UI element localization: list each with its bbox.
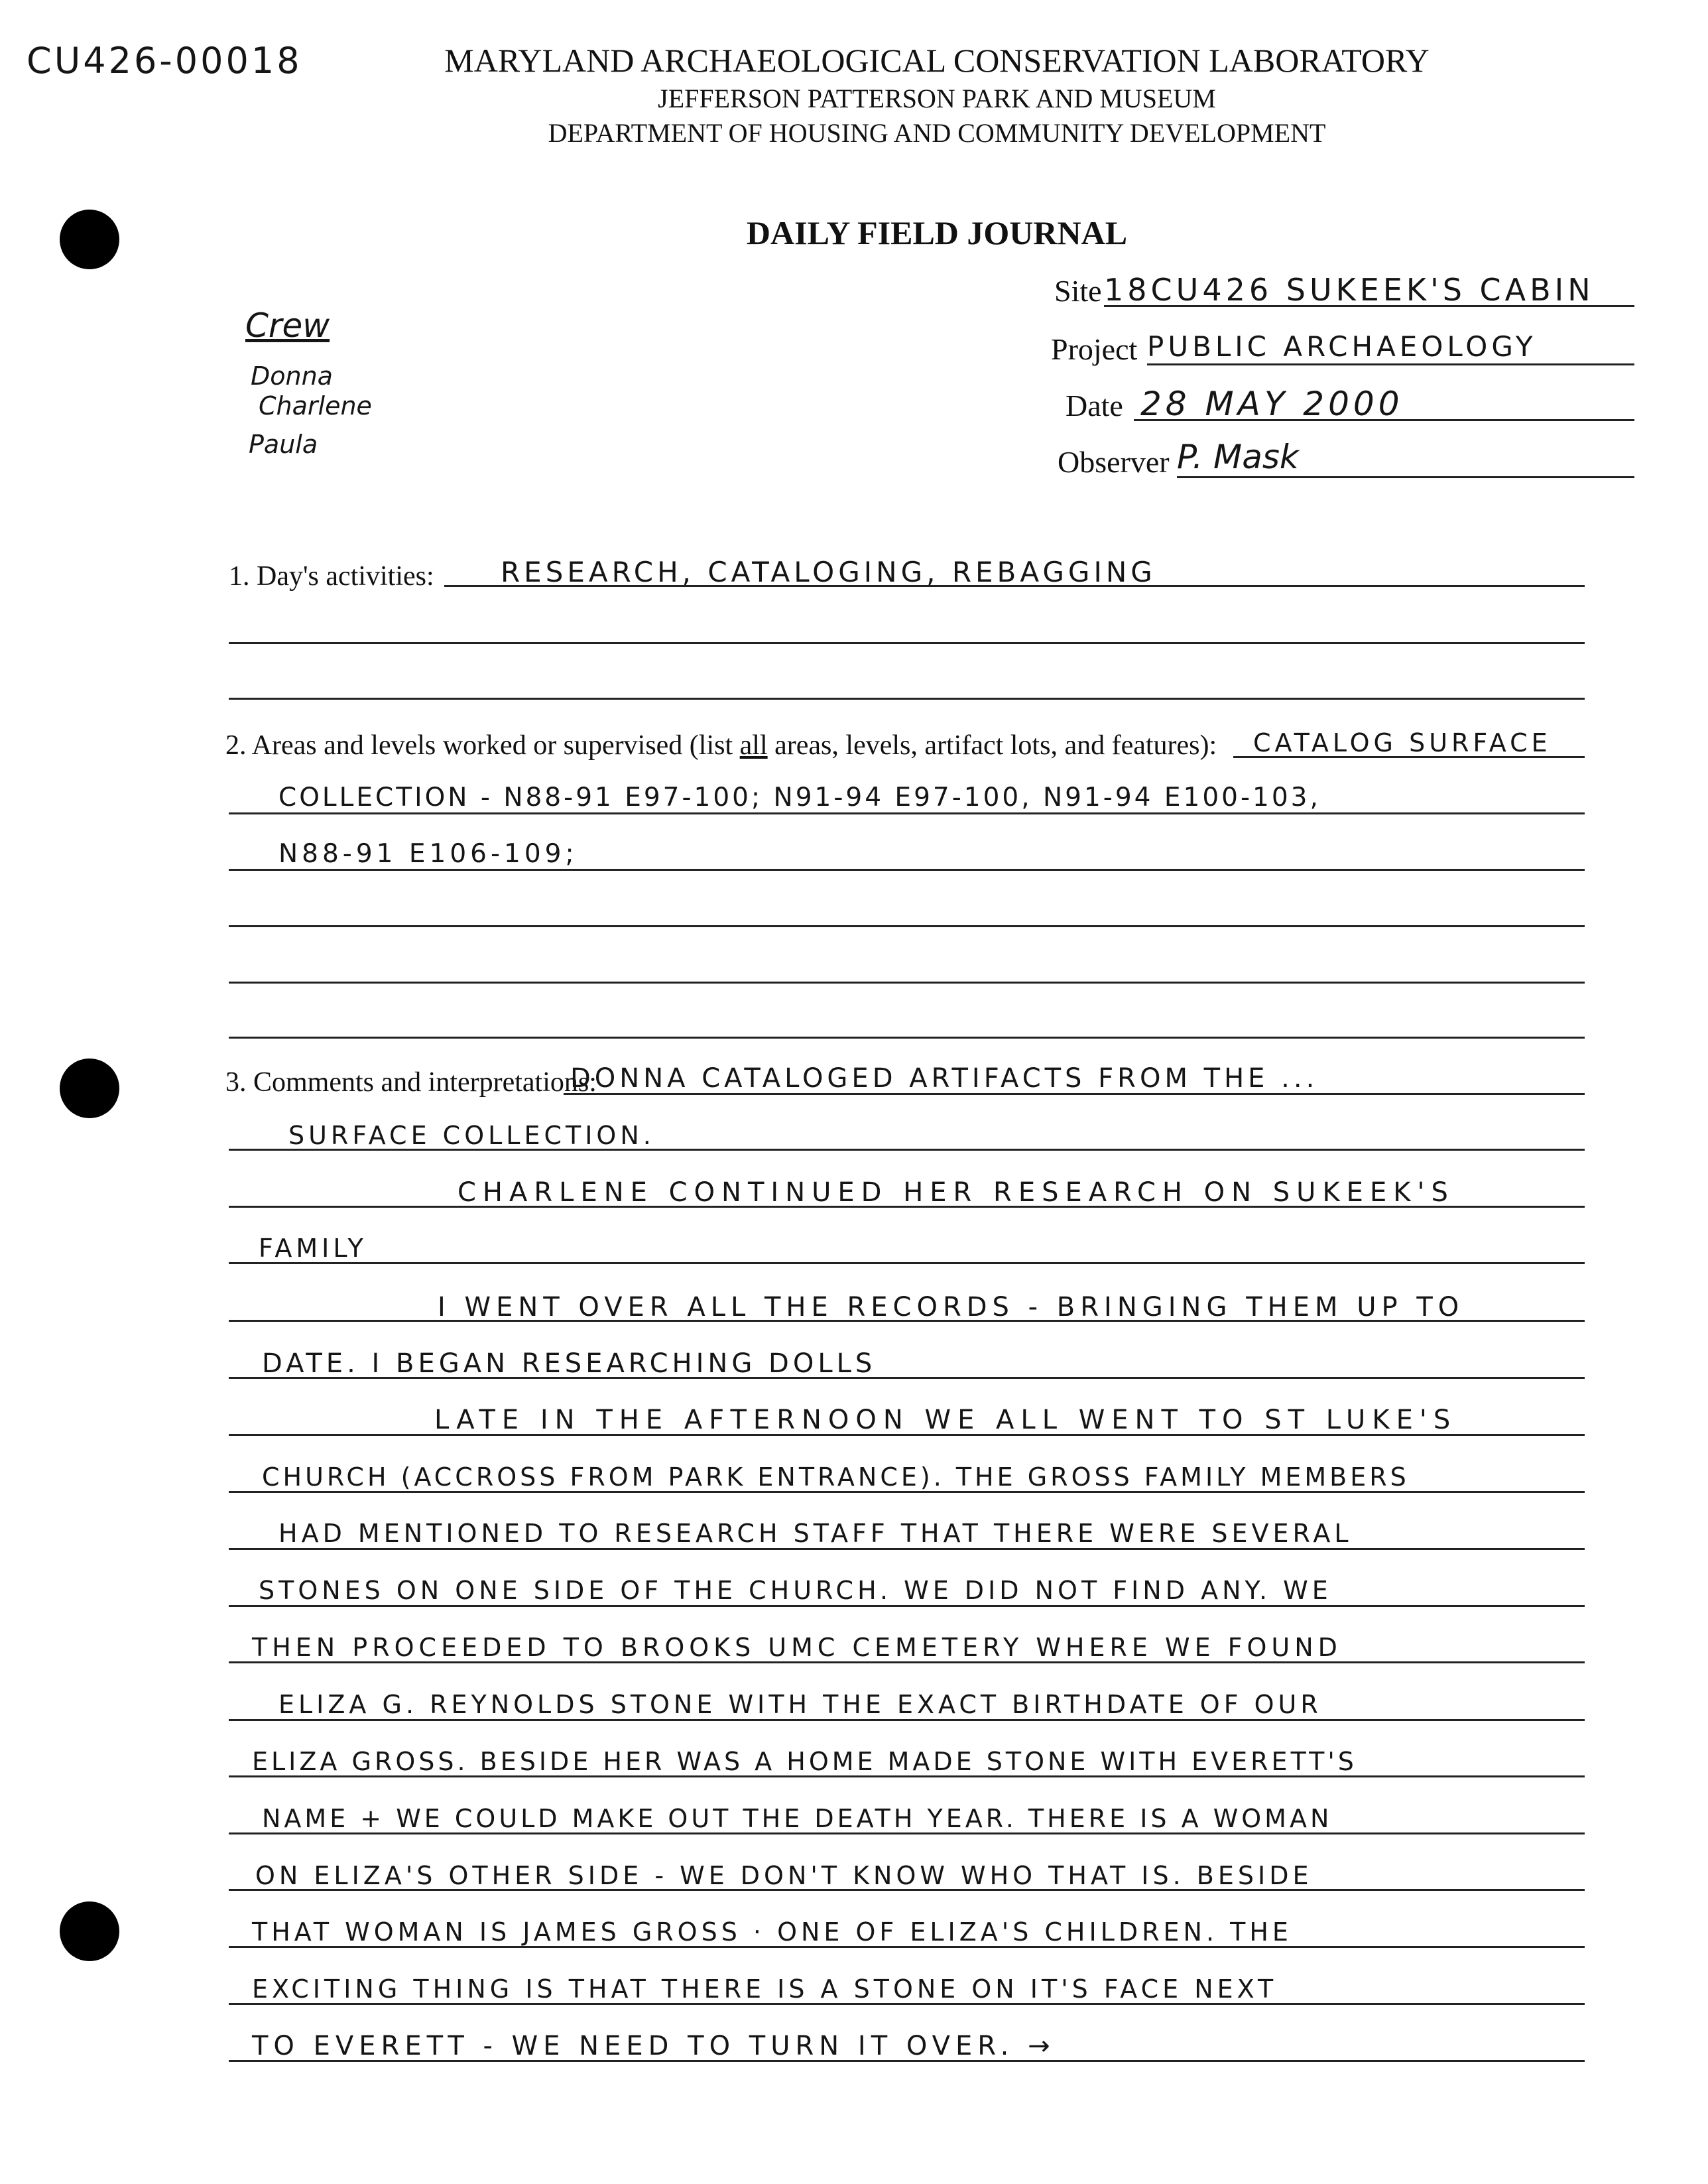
punch-hole-bottom bbox=[60, 1901, 119, 1961]
comment-rule bbox=[229, 1832, 1585, 1834]
site-underline bbox=[1104, 305, 1634, 307]
comment-line: CHURCH (ACCROSS FROM PARK ENTRANCE). THE GROSS FAMILY MEMBERS bbox=[262, 1462, 1410, 1492]
comment-rule bbox=[229, 2060, 1585, 2062]
comment-line: THAT WOMAN IS JAMES GROSS · ONE OF ELIZA'S CHILDREN. THE bbox=[252, 1917, 1292, 1947]
comment-rule bbox=[229, 1320, 1585, 1322]
comment-rule bbox=[229, 1719, 1585, 1721]
comment-line: EXCITING THING IS THAT THERE IS A STONE ON IT'S FACE NEXT bbox=[252, 1974, 1278, 2004]
comment-rule bbox=[229, 1262, 1585, 1264]
date-underline bbox=[1134, 419, 1634, 421]
document-id: CU426-00018 bbox=[27, 40, 302, 82]
crew-member: Paula bbox=[249, 430, 318, 459]
park-name: JEFFERSON PATTERSON PARK AND MUSEUM bbox=[658, 84, 1216, 113]
comment-rule bbox=[229, 2003, 1585, 2005]
section2-rule bbox=[1233, 756, 1585, 758]
comment-rule bbox=[229, 1149, 1585, 1151]
comment-rule bbox=[564, 1093, 1585, 1095]
section2-label-emph: all bbox=[739, 730, 768, 761]
comment-rule bbox=[229, 1661, 1585, 1663]
comment-line: DATE. I BEGAN RESEARCHING DOLLS bbox=[262, 1348, 877, 1379]
comment-line: DONNA CATALOGED ARTIFACTS FROM THE ... bbox=[570, 1063, 1319, 1094]
comment-line: SURFACE COLLECTION. bbox=[288, 1121, 655, 1150]
comment-rule bbox=[229, 1946, 1585, 1948]
project-underline bbox=[1147, 363, 1634, 365]
observer-value: P. Mask bbox=[1177, 438, 1299, 476]
project-label: Project bbox=[1051, 332, 1138, 366]
department-name: DEPARTMENT OF HOUSING AND COMMUNITY DEVELOPMENT bbox=[548, 118, 1326, 148]
comment-line: STONES ON ONE SIDE OF THE CHURCH. WE DID NOT FIND ANY. WE bbox=[259, 1576, 1332, 1605]
form-title: DAILY FIELD JOURNAL bbox=[746, 214, 1128, 251]
section1-line bbox=[229, 698, 1585, 700]
section2-line: CATALOG SURFACE bbox=[1253, 728, 1552, 757]
crew-member: Donna bbox=[251, 361, 333, 391]
comment-line: NAME + WE COULD MAKE OUT THE DEATH YEAR. THERE IS A WOMAN bbox=[262, 1804, 1333, 1833]
lab-name: MARYLAND ARCHAEOLOGICAL CONSERVATION LABORATORY bbox=[444, 42, 1430, 79]
comment-line: HAD MENTIONED TO RESEARCH STAFF THAT THERE WERE SEVERAL bbox=[278, 1519, 1353, 1548]
punch-hole-middle bbox=[60, 1059, 119, 1118]
comment-rule bbox=[229, 1491, 1585, 1493]
section1-value: RESEARCH, CATALOGING, REBAGGING bbox=[501, 556, 1156, 588]
site-label: Site bbox=[1054, 274, 1102, 308]
observer-label: Observer bbox=[1058, 445, 1170, 479]
section3-label: 3. Comments and interpretations: bbox=[225, 1067, 597, 1098]
comment-rule bbox=[229, 1605, 1585, 1607]
comment-rule bbox=[229, 1434, 1585, 1436]
crew-label: Crew bbox=[245, 306, 330, 345]
date-label: Date bbox=[1066, 389, 1123, 422]
comment-line: THEN PROCEEDED TO BROOKS UMC CEMETERY WHERE WE FOUND bbox=[252, 1633, 1342, 1662]
comment-rule bbox=[229, 1775, 1585, 1777]
section2-rule bbox=[229, 982, 1585, 984]
section2-label bbox=[225, 730, 1217, 761]
section2-rule bbox=[229, 869, 1585, 871]
comment-rule bbox=[229, 1548, 1585, 1550]
comment-line: LATE IN THE AFTERNOON WE ALL WENT TO ST LUKE'S bbox=[434, 1405, 1457, 1435]
comment-line: FAMILY bbox=[259, 1234, 367, 1263]
observer-underline bbox=[1177, 476, 1634, 478]
comment-line: ELIZA GROSS. BESIDE HER WAS A HOME MADE STONE WITH EVERETT'S bbox=[252, 1747, 1357, 1776]
section1-line bbox=[444, 585, 1585, 587]
date-value: 28 MAY 2000 bbox=[1140, 385, 1404, 423]
punch-hole-top bbox=[60, 210, 119, 269]
crew-member: Charlene bbox=[259, 391, 372, 420]
section2-rule bbox=[229, 925, 1585, 927]
section1-line bbox=[229, 642, 1585, 644]
section2-line: N88-91 E106-109; bbox=[278, 839, 578, 869]
section2-rule bbox=[229, 812, 1585, 814]
project-value: PUBLIC ARCHAEOLOGY bbox=[1147, 330, 1537, 363]
site-value: 18CU426 SUKEEK'S CABIN bbox=[1104, 272, 1595, 308]
comment-rule bbox=[229, 1889, 1585, 1891]
comment-line: CHARLENE CONTINUED HER RESEARCH ON SUKEEK'S bbox=[457, 1177, 1455, 1208]
section2-label-suffix: areas, levels, artifact lots, and features): bbox=[767, 730, 1217, 761]
comment-line: TO EVERETT - WE NEED TO TURN IT OVER. → bbox=[252, 2031, 1056, 2061]
comment-rule bbox=[229, 1206, 1585, 1208]
section2-label-prefix: 2. Areas and levels worked or supervised (list bbox=[225, 730, 740, 761]
comment-line: I WENT OVER ALL THE RECORDS - BRINGING THEM UP TO bbox=[438, 1292, 1465, 1322]
comment-line: ELIZA G. REYNOLDS STONE WITH THE EXACT BIRTHDATE OF OUR bbox=[278, 1690, 1322, 1719]
comment-line: ON ELIZA'S OTHER SIDE - WE DON'T KNOW WHO THAT IS. BESIDE bbox=[255, 1861, 1313, 1890]
section2-line: COLLECTION - N88-91 E97-100; N91-94 E97-100, N91-94 E100-103, bbox=[278, 783, 1321, 812]
comment-rule bbox=[229, 1377, 1585, 1379]
section1-label: 1. Day's activities: bbox=[229, 561, 434, 592]
section2-rule bbox=[229, 1037, 1585, 1039]
